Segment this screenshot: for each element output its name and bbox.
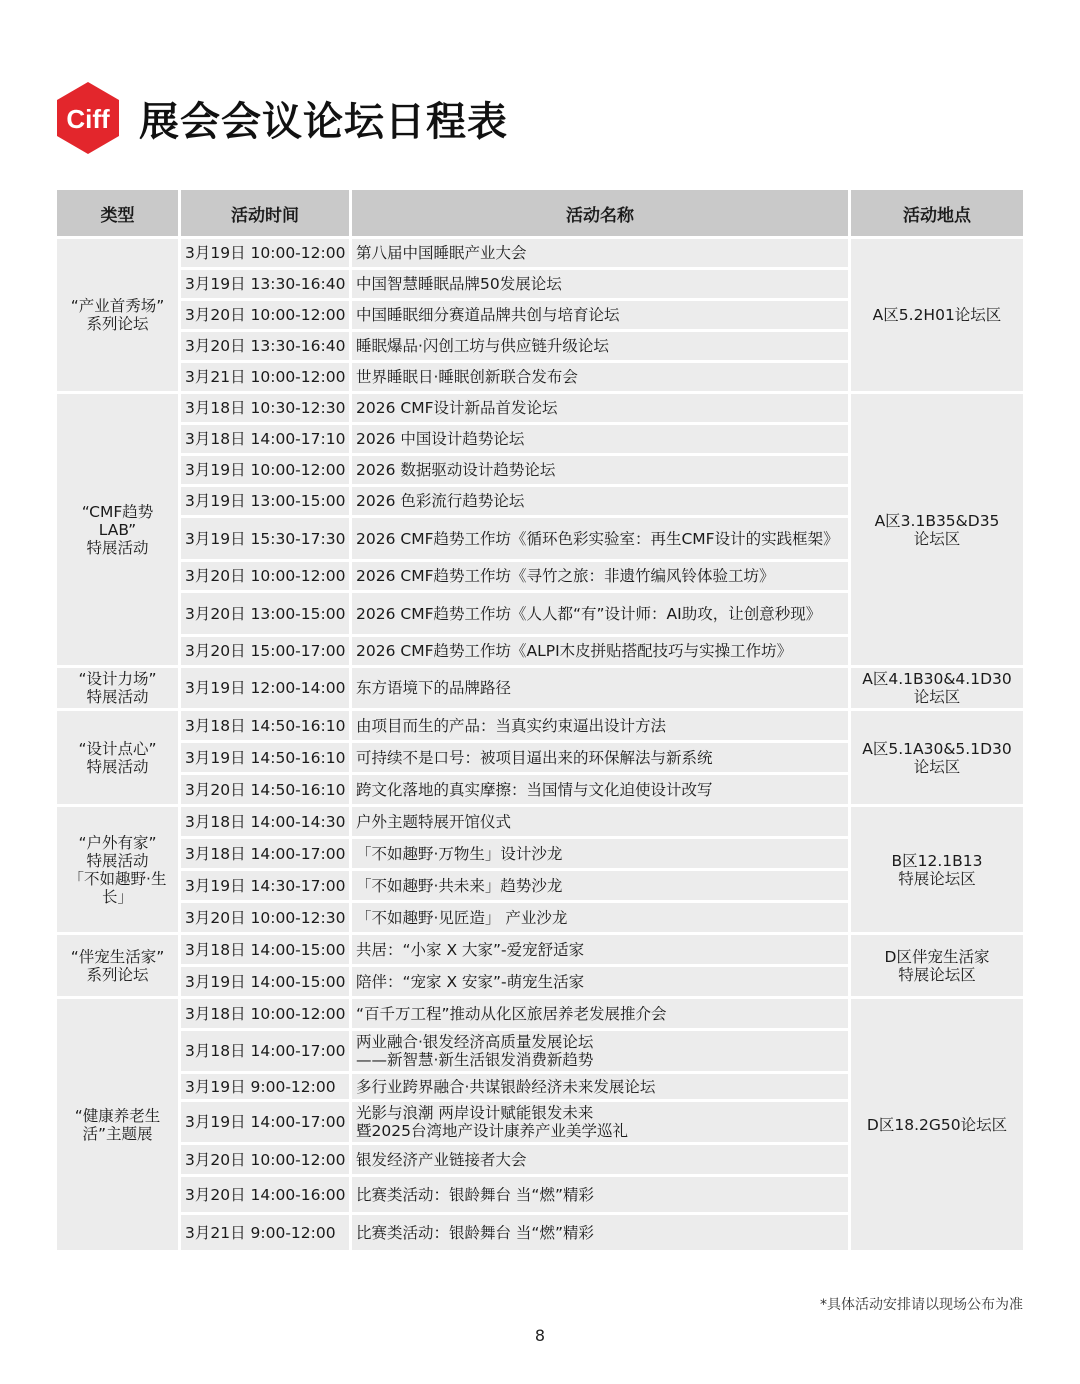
activity-name: 2026 CMF趋势工作坊《ALPI木皮拼贴搭配技巧与实操工作坊》 xyxy=(352,637,851,668)
activity-name: 「不如趣野·共未来」趋势沙龙 xyxy=(352,871,851,903)
activity-name: 陪伴：“宠家 X 安家”-萌宠生活家 xyxy=(352,967,851,999)
table-row xyxy=(57,807,1023,839)
activity-name: 2026 CMF趋势工作坊《人人都“有”设计师：AI助攻，让创意秒现》 xyxy=(352,593,851,637)
activity-name: 可持续不是口号：被项目逼出来的环保解法与新系统 xyxy=(352,743,851,775)
activity-time: 3月18日 14:00-17:10 xyxy=(181,425,352,456)
activity-time: 3月19日 13:30-16:40 xyxy=(181,270,352,301)
activity-name: 两业融合·银发经济高质量发展论坛 ——新智慧·新生活银发消费新趋势 xyxy=(352,1031,851,1074)
activity-name: 比赛类活动：银龄舞台 当“燃”精彩 xyxy=(352,1177,851,1215)
activity-name: 2026 色彩流行趋势论坛 xyxy=(352,487,851,518)
activity-name: 多行业跨界融合·共谋银龄经济未来发展论坛 xyxy=(352,1074,851,1102)
activity-time: 3月20日 13:00-15:00 xyxy=(181,593,352,637)
activity-time: 3月20日 10:00-12:30 xyxy=(181,903,352,935)
activity-type: “CMF趋势 LAB” 特展活动 xyxy=(57,394,181,668)
activity-time: 3月18日 14:00-15:00 xyxy=(181,935,352,967)
activity-name: 共居：“小家 X 大家”-爱宠舒适家 xyxy=(352,935,851,967)
activity-type: “产业首秀场” 系列论坛 xyxy=(57,239,181,394)
activity-name: 中国智慧睡眠品牌50发展论坛 xyxy=(352,270,851,301)
activity-time: 3月19日 13:00-15:00 xyxy=(181,487,352,518)
activity-time: 3月19日 14:50-16:10 xyxy=(181,743,352,775)
activity-time: 3月20日 14:50-16:10 xyxy=(181,775,352,807)
activity-type: “健康养老生 活”主题展 xyxy=(57,999,181,1253)
activity-name: 2026 中国设计趋势论坛 xyxy=(352,425,851,456)
activity-time: 3月18日 14:00-17:00 xyxy=(181,1031,352,1074)
schedule-body xyxy=(57,239,1023,1253)
activity-type: “设计点心” 特展活动 xyxy=(57,711,181,807)
activity-name: 光影与浪潮 两岸设计赋能银发未来 暨2025台湾地产设计康养产业美学巡礼 xyxy=(352,1102,851,1145)
table-row xyxy=(57,711,1023,743)
activity-location: B区12.1B13 特展论坛区 xyxy=(851,807,1023,935)
activity-name: 由项目而生的产品：当真实约束逼出设计方法 xyxy=(352,711,851,743)
activity-location: D区18.2G50论坛区 xyxy=(851,999,1023,1253)
activity-location: A区3.1B35&D35 论坛区 xyxy=(851,394,1023,668)
ciff-logo xyxy=(55,80,121,156)
activity-name: 「不如趣野·万物生」设计沙龙 xyxy=(352,839,851,871)
activity-name: 跨文化落地的真实摩擦：当国情与文化迫使设计改写 xyxy=(352,775,851,807)
activity-time: 3月20日 14:00-16:00 xyxy=(181,1177,352,1215)
activity-time: 3月19日 14:30-17:00 xyxy=(181,871,352,903)
activity-time: 3月19日 9:00-12:00 xyxy=(181,1074,352,1102)
column-header-time: 活动时间 xyxy=(181,190,352,239)
activity-location: A区5.1A30&5.1D30 论坛区 xyxy=(851,711,1023,807)
activity-name: 银发经济产业链接者大会 xyxy=(352,1145,851,1177)
activity-location: A区5.2H01论坛区 xyxy=(851,239,1023,394)
column-header-type: 类型 xyxy=(57,190,181,239)
activity-name: 世界睡眠日·睡眠创新联合发布会 xyxy=(352,363,851,394)
activity-name: 「不如趣野·见匠造」 产业沙龙 xyxy=(352,903,851,935)
table-row xyxy=(57,935,1023,967)
schedule-table xyxy=(57,190,1023,1253)
activity-time: 3月20日 10:00-12:00 xyxy=(181,1145,352,1177)
activity-time: 3月19日 14:00-17:00 xyxy=(181,1102,352,1145)
footnote: *具体活动安排请以现场公布为准 xyxy=(820,1297,1023,1313)
activity-name: 2026 CMF趋势工作坊《循环色彩实验室：再生CMF设计的实践框架》 xyxy=(352,518,851,562)
activity-name: 2026 CMF趋势工作坊《寻竹之旅：非遗竹编风铃体验工坊》 xyxy=(352,562,851,593)
activity-time: 3月19日 12:00-14:00 xyxy=(181,668,352,711)
activity-type: “伴宠生活家” 系列论坛 xyxy=(57,935,181,999)
activity-time: 3月20日 10:00-12:00 xyxy=(181,562,352,593)
page-title: 展会会议论坛日程表 xyxy=(139,98,508,145)
activity-time: 3月19日 10:00-12:00 xyxy=(181,456,352,487)
activity-location: A区4.1B30&4.1D30 论坛区 xyxy=(851,668,1023,711)
activity-name: 户外主题特展开馆仪式 xyxy=(352,807,851,839)
activity-name: “百千万工程”推动从化区旅居养老发展推介会 xyxy=(352,999,851,1031)
page-number: 8 xyxy=(534,1326,546,1345)
table-row xyxy=(57,394,1023,425)
logo-text: Ciff xyxy=(66,104,110,134)
activity-name: 东方语境下的品牌路径 xyxy=(352,668,851,711)
activity-name: 第八届中国睡眠产业大会 xyxy=(352,239,851,270)
column-header-name: 活动名称 xyxy=(352,190,851,239)
activity-location: D区伴宠生活家 特展论坛区 xyxy=(851,935,1023,999)
activity-time: 3月19日 10:00-12:00 xyxy=(181,239,352,270)
activity-name: 中国睡眠细分赛道品牌共创与培育论坛 xyxy=(352,301,851,332)
page-header xyxy=(55,80,508,156)
activity-time: 3月18日 10:30-12:30 xyxy=(181,394,352,425)
activity-time: 3月19日 15:30-17:30 xyxy=(181,518,352,562)
table-row xyxy=(57,239,1023,270)
activity-time: 3月18日 14:50-16:10 xyxy=(181,711,352,743)
activity-type: “户外有家” 特展活动 「不如趣野·生 长」 xyxy=(57,807,181,935)
activity-time: 3月20日 15:00-17:00 xyxy=(181,637,352,668)
table-row xyxy=(57,668,1023,711)
activity-type: “设计力场” 特展活动 xyxy=(57,668,181,711)
activity-name: 睡眠爆品·闪创工坊与供应链升级论坛 xyxy=(352,332,851,363)
activity-name: 比赛类活动：银龄舞台 当“燃”精彩 xyxy=(352,1215,851,1253)
activity-time: 3月20日 10:00-12:00 xyxy=(181,301,352,332)
activity-name: 2026 数据驱动设计趋势论坛 xyxy=(352,456,851,487)
activity-time: 3月18日 14:00-14:30 xyxy=(181,807,352,839)
activity-time: 3月21日 9:00-12:00 xyxy=(181,1215,352,1253)
activity-time: 3月21日 10:00-12:00 xyxy=(181,363,352,394)
table-row xyxy=(57,999,1023,1031)
column-header-location: 活动地点 xyxy=(851,190,1023,239)
activity-time: 3月18日 14:00-17:00 xyxy=(181,839,352,871)
activity-time: 3月18日 10:00-12:00 xyxy=(181,999,352,1031)
activity-time: 3月20日 13:30-16:40 xyxy=(181,332,352,363)
activity-time: 3月19日 14:00-15:00 xyxy=(181,967,352,999)
table-header-row xyxy=(57,190,1023,239)
activity-name: 2026 CMF设计新品首发论坛 xyxy=(352,394,851,425)
